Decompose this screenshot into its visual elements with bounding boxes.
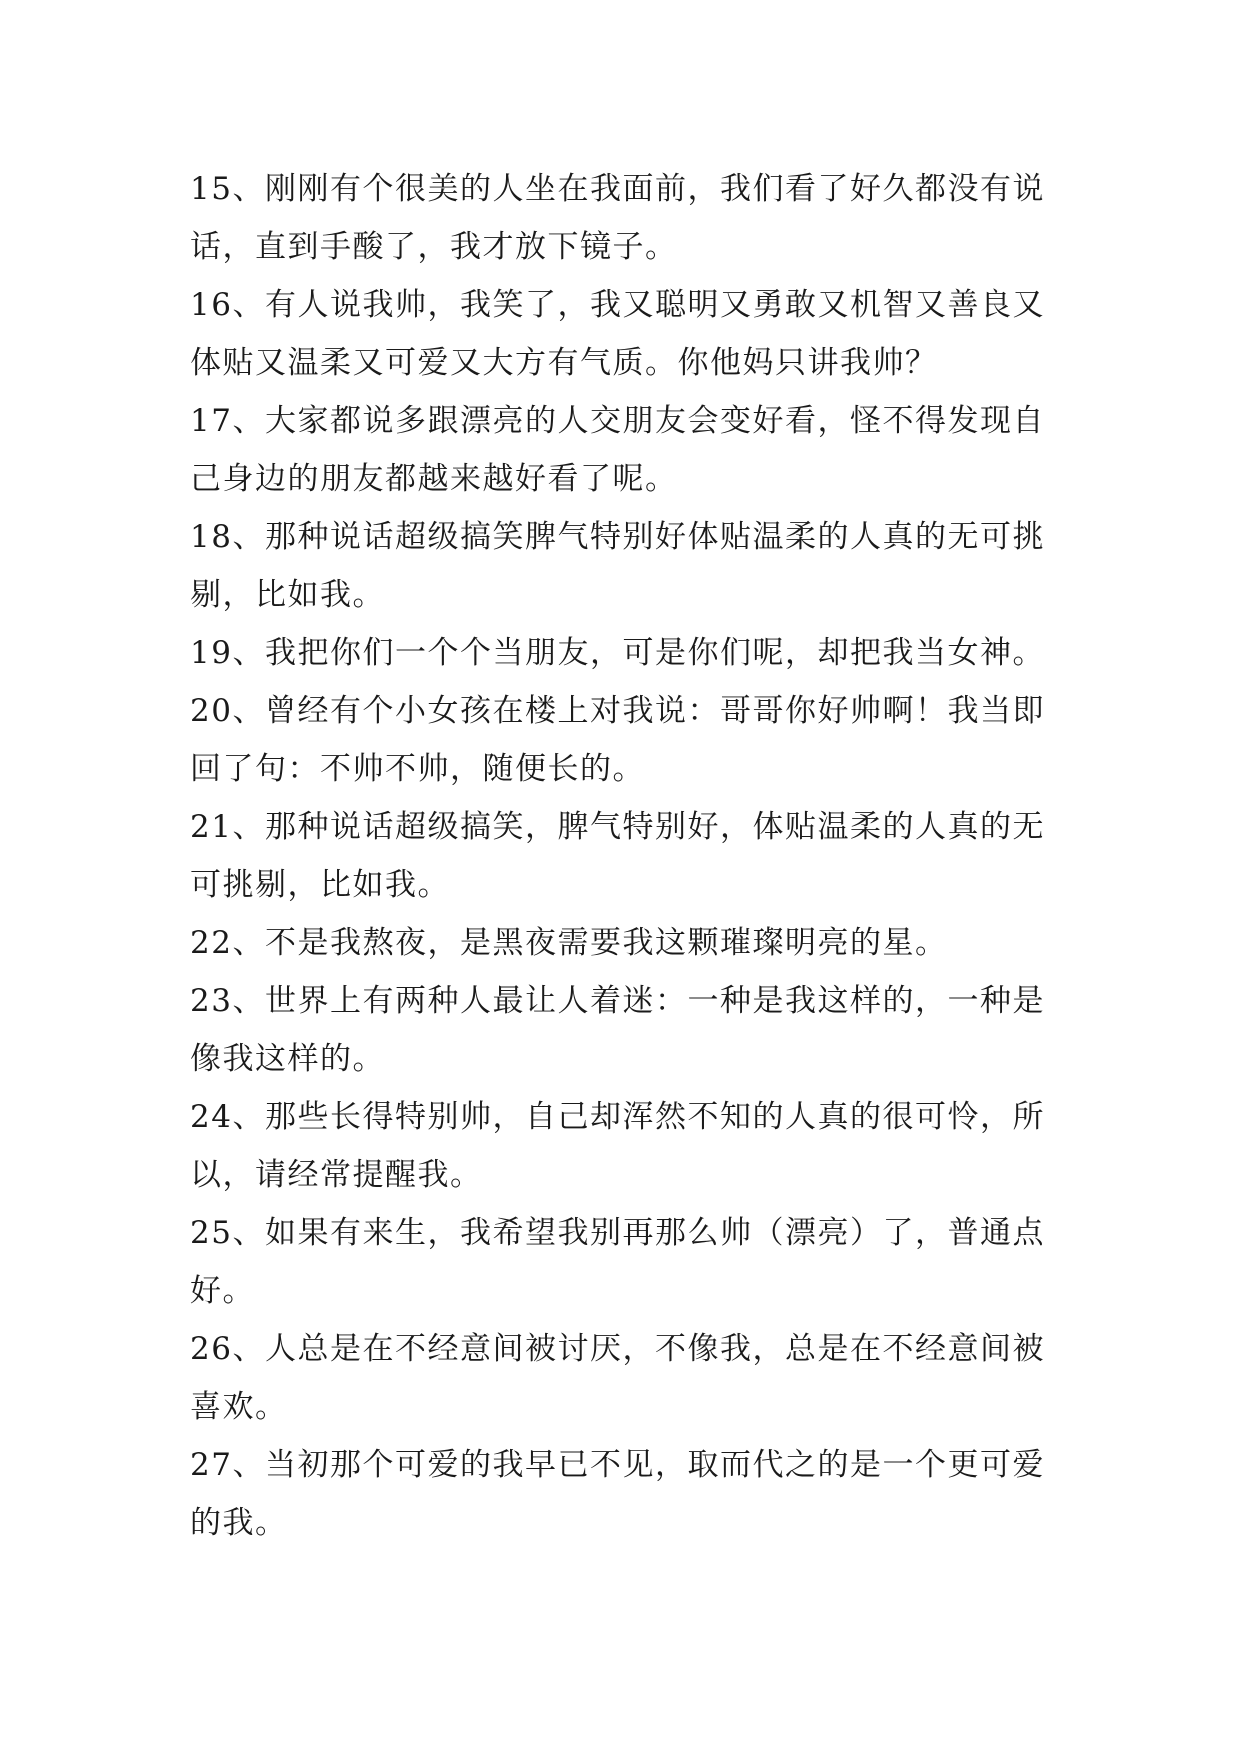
text-line: 24、那些长得特别帅，自己却浑然不知的人真的很可怜，所 (190, 1099, 1045, 1135)
text-line: 体贴又温柔又可爱又大方有气质。你他妈只讲我帅？ (190, 345, 938, 381)
document-body (190, 160, 1060, 1552)
text-line: 21、那种说话超级搞笑，脾气特别好，体贴温柔的人真的无 (190, 809, 1045, 845)
text-line: 话，直到手酸了，我才放下镜子。 (190, 229, 678, 265)
text-line: 23、世界上有两种人最让人着迷：一种是我这样的，一种是 (190, 983, 1045, 1019)
text-line: 25、如果有来生，我希望我别再那么帅（漂亮）了，普通点 (190, 1215, 1045, 1251)
text-line: 好。 (190, 1273, 255, 1309)
text-line: 17、大家都说多跟漂亮的人交朋友会变好看，怪不得发现自 (190, 403, 1045, 439)
text-line: 18、那种说话超级搞笑脾气特别好体贴温柔的人真的无可挑 (190, 519, 1045, 555)
text-line: 15、刚刚有个很美的人坐在我面前，我们看了好久都没有说 (190, 171, 1045, 207)
text-line: 22、不是我熬夜，是黑夜需要我这颗璀璨明亮的星。 (190, 925, 948, 961)
text-line: 己身边的朋友都越来越好看了呢。 (190, 461, 678, 497)
text-line: 可挑剔，比如我。 (190, 867, 450, 903)
text-line: 27、当初那个可爱的我早已不见，取而代之的是一个更可爱 (190, 1447, 1045, 1483)
text-line: 16、有人说我帅，我笑了，我又聪明又勇敢又机智又善良又 (190, 287, 1045, 323)
text-line: 19、我把你们一个个当朋友，可是你们呢，却把我当女神。 (190, 635, 1045, 671)
text-line: 26、人总是在不经意间被讨厌，不像我，总是在不经意间被 (190, 1331, 1045, 1367)
text-line: 剔，比如我。 (190, 577, 385, 613)
text-line: 20、曾经有个小女孩在楼上对我说：哥哥你好帅啊！我当即 (190, 693, 1045, 729)
text-line: 以，请经常提醒我。 (190, 1157, 483, 1193)
text-line: 回了句：不帅不帅，随便长的。 (190, 751, 645, 787)
text-line: 的我。 (190, 1505, 288, 1541)
text-line: 像我这样的。 (190, 1041, 385, 1077)
text-line: 喜欢。 (190, 1389, 288, 1425)
